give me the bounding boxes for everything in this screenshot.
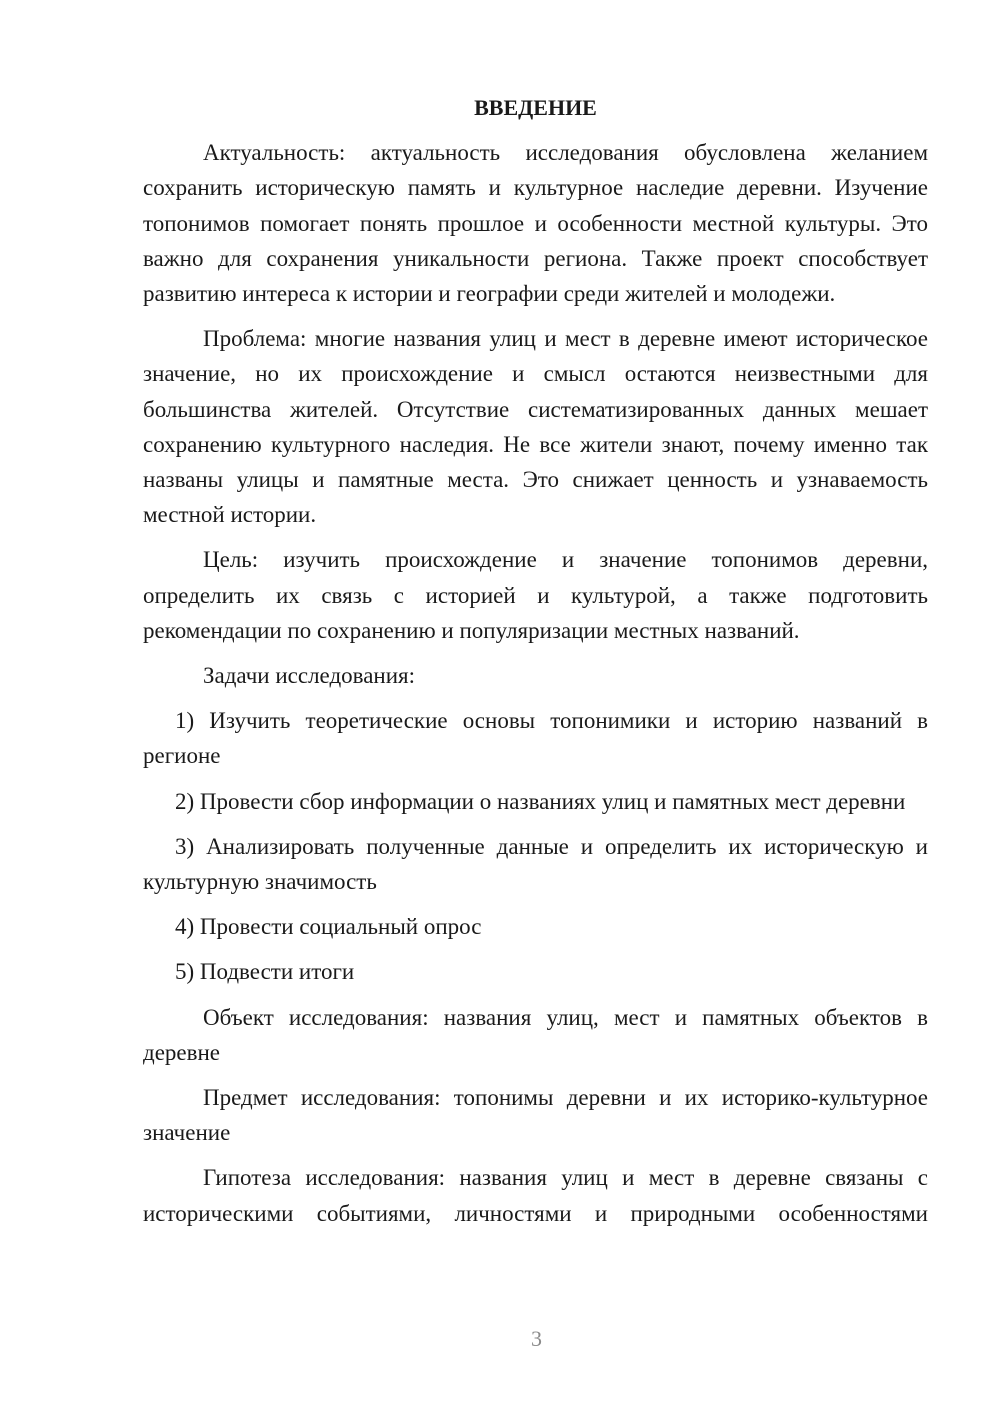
list-item: 5) Подвести итоги	[175, 959, 355, 985]
object-paragraph: Объект исследования: названия улиц, мест и памятных объектов в деревне	[143, 1004, 928, 1065]
tasks-heading: Задачи исследования:	[203, 663, 416, 689]
hypothesis-paragraph: Гипотеза исследования: названия улиц и мест в деревне связаны с историческими событиями, личностями и природными особенностями	[143, 1165, 928, 1226]
subject-paragraph: Предмет исследования: топонимы деревни и их историко-культурное значение	[143, 1085, 928, 1146]
relevance-paragraph: Актуальность: актуальность исследования обусловлена желанием сохранить историческую память и культурное наследие деревни. Изучение топонимов помогает понять прошлое и особенности местной культуры. Это важно для сохранения уникальности региона. Также проект способствует развитию интереса к истории и географии среди жителей и молодежи.	[143, 140, 928, 307]
list-item: 2) Провести сбор информации о названиях улиц и памятных мест деревни	[175, 788, 906, 814]
list-item: 4) Провести социальный опрос	[175, 914, 482, 940]
page-number: 3	[531, 1326, 542, 1351]
list-item: 1) Изучить теоретические основы топонимики и историю названий в регионе	[143, 708, 928, 769]
goal-paragraph: Цель: изучить происхождение и значение топонимов деревни, определить их связь с историей и культурой, а также подготовить рекомендации по сохранению и популяризации местных названий.	[143, 547, 928, 643]
problem-paragraph: Проблема: многие названия улиц и мест в деревне имеют историческое значение, но их происхождение и смысл остаются неизвестными для большинства жителей. Отсутствие систематизированных данных мешает сохранению культурного наследия. Не все жители знают, почему именно так названы улицы и памятные места. Это снижает ценность и узнаваемость местной истории.	[143, 326, 928, 528]
document-page	[143, 90, 928, 1241]
page-title: ВВЕДЕНИЕ	[474, 95, 597, 120]
list-item: 3) Анализировать полученные данные и определить их историческую и культурную значимость	[143, 833, 928, 895]
